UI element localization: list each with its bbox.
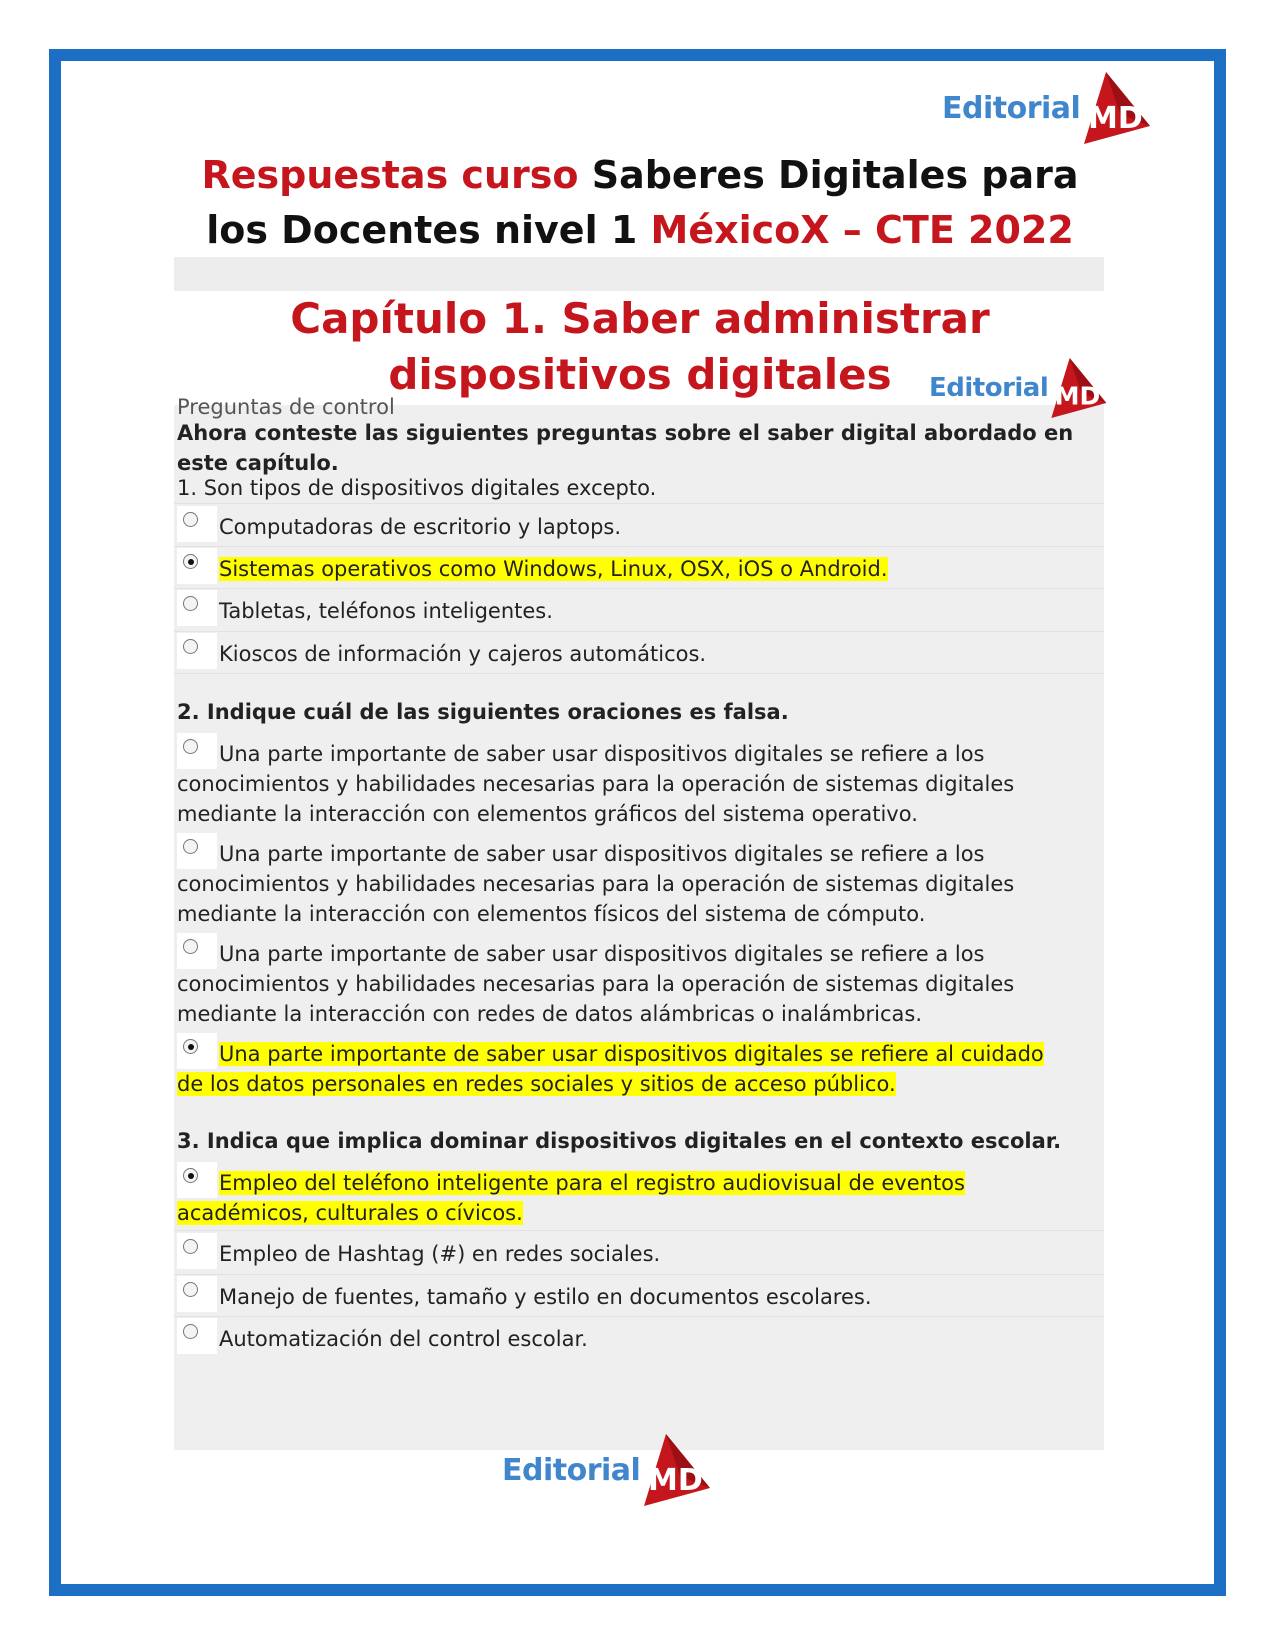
radio-unselected-icon[interactable] <box>177 833 217 869</box>
option-label: Una parte importante de saber usar dispositivos digitales se refiere a los conocimientos y habilidades necesarias para la operación de sistemas digitales mediante la interacción con elementos gráficos del sistema operativo. <box>177 742 1015 826</box>
divider <box>174 1316 1104 1317</box>
q1-option-4[interactable] <box>177 633 1097 669</box>
divider <box>174 1230 1104 1231</box>
radio-selected-icon[interactable] <box>177 548 217 584</box>
divider <box>174 588 1104 589</box>
option-label: Manejo de fuentes, tamaño y estilo en documentos escolares. <box>219 1285 872 1309</box>
option-label: Kioscos de información y cajeros automáticos. <box>219 642 707 666</box>
question-1-text: 1. Son tipos de dispositivos digitales excepto. <box>177 476 657 500</box>
radio-unselected-icon[interactable] <box>177 1318 217 1354</box>
editorial-logo-top <box>942 70 1152 146</box>
divider <box>174 503 1104 504</box>
radio-unselected-icon[interactable] <box>177 1233 217 1269</box>
option-label: Empleo del teléfono inteligente para el registro audiovisual de eventos académicos, culturales o cívicos. <box>177 1171 965 1225</box>
chapter-title: Capítulo 1. Saber administrar dispositivos digitales <box>290 294 990 399</box>
svg-text:MD: MD <box>1088 101 1144 136</box>
section-label: Preguntas de control <box>177 395 395 419</box>
option-label: Sistemas operativos como Windows, Linux, OSX, iOS o Android. <box>219 557 888 581</box>
option-label: Una parte importante de saber usar dispositivos digitales se refiere al cuidado de los datos personales en redes sociales y sitios de acceso público. <box>177 1042 1044 1096</box>
option-label: Computadoras de escritorio y laptops. <box>219 515 622 539</box>
divider <box>174 546 1104 547</box>
title-part-3: MéxicoX – CTE 2022 <box>650 208 1074 252</box>
q2-option-4[interactable] <box>177 1033 1097 1099</box>
radio-selected-icon[interactable] <box>177 1162 217 1198</box>
q1-option-2[interactable] <box>177 548 1097 584</box>
md-logo-icon <box>640 1432 712 1508</box>
logo-text: Editorial <box>502 1452 641 1488</box>
q1-option-3[interactable] <box>177 590 1097 626</box>
divider <box>174 673 1104 674</box>
radio-unselected-icon[interactable] <box>177 933 217 969</box>
logo-text: Editorial <box>929 373 1049 403</box>
title-part-1: Respuestas curso <box>201 153 579 197</box>
q3-option-4[interactable] <box>177 1318 1097 1354</box>
radio-unselected-icon[interactable] <box>177 506 217 542</box>
q1-option-1[interactable] <box>177 506 1097 542</box>
option-label: Empleo de Hashtag (#) en redes sociales. <box>219 1242 661 1266</box>
radio-unselected-icon[interactable] <box>177 733 217 769</box>
option-label: Automatización del control escolar. <box>219 1327 588 1351</box>
q3-option-1[interactable] <box>177 1162 1097 1228</box>
radio-selected-icon[interactable] <box>177 1033 217 1069</box>
editorial-logo-bottom <box>502 1432 712 1508</box>
radio-unselected-icon[interactable] <box>177 1276 217 1312</box>
option-label: Tabletas, teléfonos inteligentes. <box>219 599 553 623</box>
question-2-text: 2. Indique cuál de las siguientes oraciones es falsa. <box>177 700 789 724</box>
radio-unselected-icon[interactable] <box>177 590 217 626</box>
divider <box>174 631 1104 632</box>
q3-option-3[interactable] <box>177 1276 1097 1312</box>
md-logo-icon <box>1080 70 1152 146</box>
divider <box>174 1274 1104 1275</box>
radio-unselected-icon[interactable] <box>177 633 217 669</box>
title-part-2: Saberes Digitales para los Docentes nivel 1 <box>206 153 1079 252</box>
intro-text: Ahora conteste las siguientes preguntas sobre el saber digital abordado en este capítulo. <box>177 421 1074 475</box>
q2-option-1[interactable] <box>177 733 1097 829</box>
page-title <box>175 148 1105 258</box>
svg-text:MD: MD <box>1054 381 1101 411</box>
svg-text:MD: MD <box>648 1463 704 1498</box>
q2-option-3[interactable] <box>177 933 1097 1029</box>
q3-option-2[interactable] <box>177 1233 1097 1269</box>
option-label: Una parte importante de saber usar dispositivos digitales se refiere a los conocimientos y habilidades necesarias para la operación de sistemas digitales mediante la interacción con elementos físicos del sistema de cómputo. <box>177 842 1015 926</box>
logo-text: Editorial <box>942 90 1081 126</box>
question-3-text: 3. Indica que implica dominar dispositivos digitales en el contexto escolar. <box>177 1129 1062 1153</box>
option-label: Una parte importante de saber usar dispositivos digitales se refiere a los conocimientos y habilidades necesarias para la operación de sistemas digitales mediante la interacción con redes de datos alámbricas o inalámbricas. <box>177 942 1015 1026</box>
separator-bar <box>174 257 1104 291</box>
q2-option-2[interactable] <box>177 833 1097 929</box>
